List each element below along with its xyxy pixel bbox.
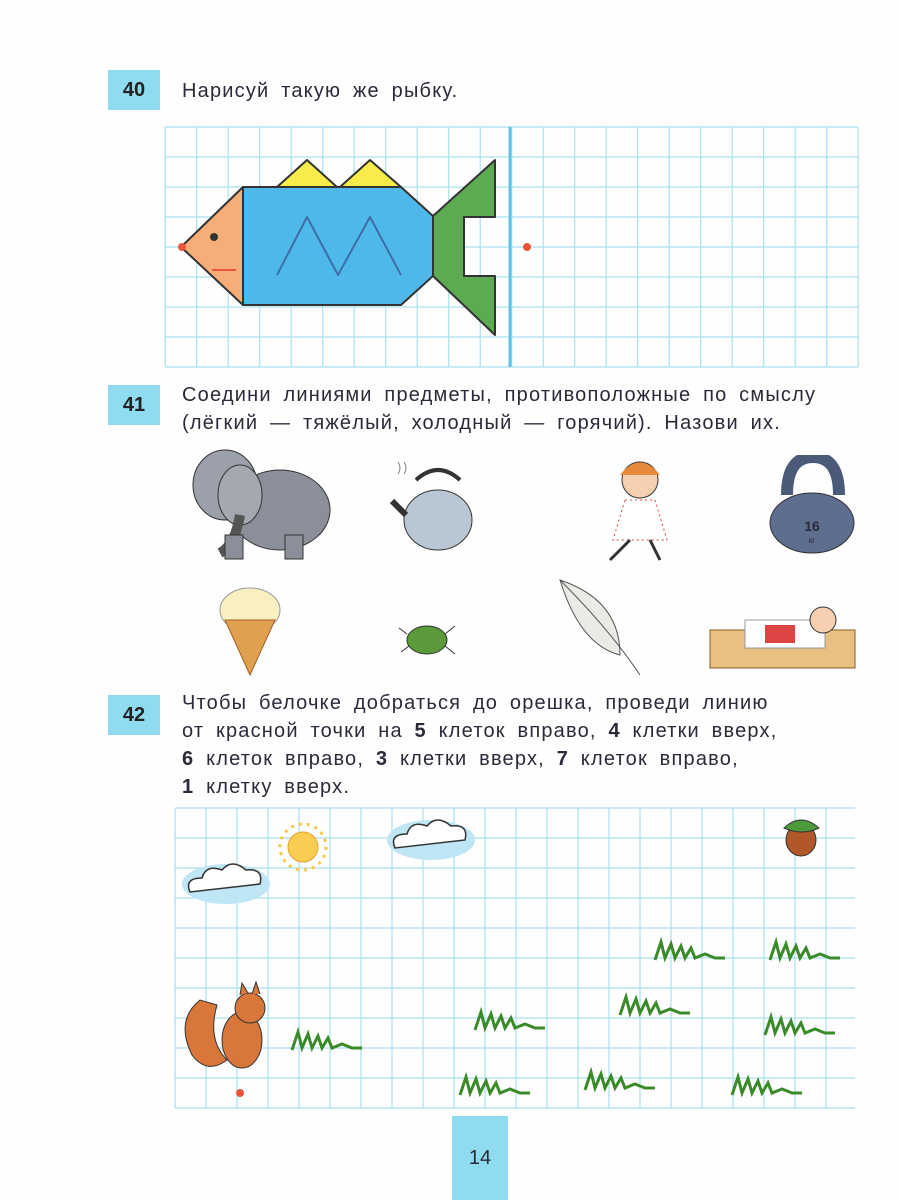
text: клетки вверх,	[388, 748, 557, 770]
ice-cream-picture	[215, 585, 285, 677]
grass-icon	[655, 942, 725, 960]
kettlebell-picture	[765, 455, 860, 555]
step-count: 7	[556, 748, 570, 770]
exercise-41-line-2: (лёгкий — тяжёлый, холодный — горячий). Назови их.	[182, 412, 781, 434]
beetle-picture	[395, 612, 465, 662]
squirrel-icon	[185, 982, 265, 1068]
grass-icon	[732, 1077, 802, 1095]
elephant-picture	[185, 445, 335, 565]
grass-icon	[585, 1072, 655, 1090]
grass-icon	[770, 942, 840, 960]
fish-fin	[340, 160, 401, 187]
exercise-41-line-1: Соедини линиями предметы, противоположные по смыслу	[182, 384, 817, 406]
exercise-42-line-1: Чтобы белочке добраться до орешка, проведи линию	[182, 692, 769, 714]
grass-icon	[765, 1017, 835, 1035]
text: от красной точки на	[182, 720, 415, 742]
grass-icon	[292, 1032, 362, 1050]
kettlebell-weight: 16	[804, 518, 820, 534]
text: клеток вправо,	[194, 748, 376, 770]
text: клеток вправо,	[569, 748, 739, 770]
step-count: 6	[182, 748, 195, 770]
step-count: 1	[182, 776, 195, 798]
red-start-dot	[236, 1089, 244, 1097]
step-count: 3	[375, 748, 389, 770]
fish-fin	[277, 160, 337, 187]
text: клетку вверх.	[194, 776, 351, 798]
exercise-40-text: Нарисуй такую же рыбку.	[182, 80, 459, 102]
step-count: 5	[414, 720, 427, 742]
fish-eye	[210, 233, 218, 241]
fish-head	[181, 187, 243, 305]
feather-picture	[555, 575, 645, 680]
exercise-42-line-2	[182, 716, 777, 746]
girl-picture	[595, 455, 685, 565]
hazelnut-icon	[784, 820, 819, 856]
exercise-42-line-3	[182, 744, 739, 774]
start-dot-copy	[523, 243, 531, 251]
exercise-number-40: 40	[108, 70, 160, 110]
kettlebell-unit: кг	[808, 536, 816, 545]
boy-in-bed-picture	[705, 595, 860, 675]
sun-icon	[280, 824, 326, 870]
step-count: 4	[608, 720, 621, 742]
cloud-icon	[387, 820, 475, 860]
start-dot	[178, 243, 186, 251]
kettle-picture	[388, 460, 488, 555]
grid-lines	[175, 808, 855, 1108]
exercise-number-41: 41	[108, 385, 160, 425]
page-number: 14	[452, 1116, 508, 1200]
cloud-icon	[182, 864, 270, 904]
grass-icon	[620, 997, 690, 1015]
text: клетки вверх,	[620, 720, 778, 742]
exercise-42-line-4	[182, 772, 350, 802]
text: клеток вправо,	[426, 720, 609, 742]
exercise-number-42: 42	[108, 695, 160, 735]
grass-icon	[460, 1077, 530, 1095]
fish-body	[243, 187, 433, 305]
